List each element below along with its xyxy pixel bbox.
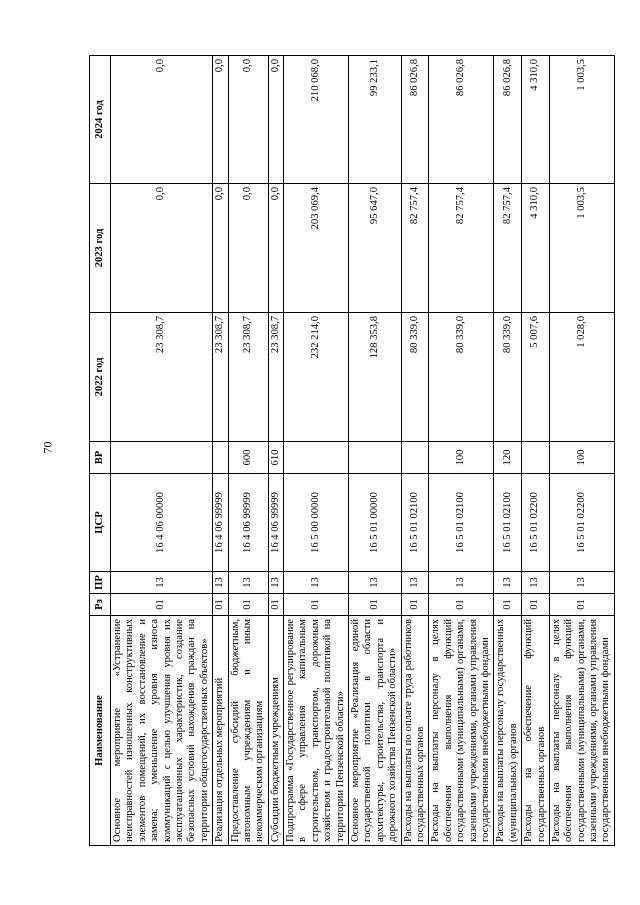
row-name: Субсидии бюджетным учреждениям xyxy=(268,616,283,846)
row-2023: 0,0 xyxy=(268,184,283,313)
row-pr: 13 xyxy=(284,572,349,594)
row-rz: 01 xyxy=(429,594,494,616)
row-2024: 0,0 xyxy=(228,56,268,184)
rotated-table-container xyxy=(89,56,612,846)
table-row xyxy=(228,56,268,846)
row-2023: 4 310,0 xyxy=(522,184,550,313)
row-pr: 13 xyxy=(111,572,213,594)
row-2022: 80 339,0 xyxy=(494,313,522,442)
table-row xyxy=(349,56,402,846)
header-csr: ЦСР xyxy=(90,474,111,572)
row-name: Основное мероприятие «Реализация единой государственной политики в области архитектуры, строительства, транспорта и дорожного хозяйства Пензенской области» xyxy=(349,616,402,846)
row-csr: 16 4 06 00000 xyxy=(111,474,213,572)
header-name: Наименование xyxy=(90,616,111,846)
row-pr: 13 xyxy=(213,572,228,594)
table-row xyxy=(429,56,494,846)
row-2024: 99 233,1 xyxy=(349,56,402,184)
row-pr: 13 xyxy=(268,572,283,594)
header-2022: 2022 год xyxy=(90,313,111,442)
row-2022: 80 339,0 xyxy=(401,313,429,442)
row-2023: 95 647,0 xyxy=(349,184,402,313)
row-pr: 13 xyxy=(494,572,522,594)
row-rz: 01 xyxy=(349,594,402,616)
row-vr xyxy=(111,442,213,474)
row-2024: 210 068,0 xyxy=(284,56,349,184)
row-2022: 128 353,8 xyxy=(349,313,402,442)
table-row xyxy=(284,56,349,846)
row-rz: 01 xyxy=(522,594,550,616)
row-2023: 1 003,5 xyxy=(549,184,614,313)
row-vr xyxy=(213,442,228,474)
row-2022: 80 339,0 xyxy=(429,313,494,442)
row-vr: 610 xyxy=(268,442,283,474)
header-vr: ВР xyxy=(90,442,111,474)
row-name: Реализация отдельных мероприятий xyxy=(213,616,228,846)
row-pr: 13 xyxy=(228,572,268,594)
row-2024: 0,0 xyxy=(111,56,213,184)
table-row xyxy=(268,56,283,846)
header-2023: 2023 год xyxy=(90,184,111,313)
row-2022: 232 214,0 xyxy=(284,313,349,442)
row-vr: 120 xyxy=(494,442,522,474)
table-row xyxy=(111,56,213,846)
row-pr: 13 xyxy=(549,572,614,594)
budget-table xyxy=(89,55,615,846)
row-2024: 86 026,8 xyxy=(429,56,494,184)
row-vr: 100 xyxy=(549,442,614,474)
row-csr: 16 5 01 02200 xyxy=(549,474,614,572)
row-csr: 16 5 01 02100 xyxy=(401,474,429,572)
row-2024: 4 310,0 xyxy=(522,56,550,184)
table-row xyxy=(213,56,228,846)
row-2023: 82 757,4 xyxy=(494,184,522,313)
row-csr: 16 5 01 00000 xyxy=(349,474,402,572)
row-2023: 0,0 xyxy=(228,184,268,313)
row-rz: 01 xyxy=(549,594,614,616)
row-vr: 600 xyxy=(228,442,268,474)
row-2024: 86 026,8 xyxy=(401,56,429,184)
header-rz: Рз xyxy=(90,594,111,616)
table-row xyxy=(401,56,429,846)
row-name: Расходы на обеспечение функций государственных органов xyxy=(522,616,550,846)
row-pr: 13 xyxy=(429,572,494,594)
row-pr: 13 xyxy=(401,572,429,594)
row-csr: 16 5 00 00000 xyxy=(284,474,349,572)
row-rz: 01 xyxy=(494,594,522,616)
row-rz: 01 xyxy=(401,594,429,616)
row-vr xyxy=(401,442,429,474)
row-csr: 16 4 06 99999 xyxy=(213,474,228,572)
row-name: Основное мероприятие «Устранение неисправностей изношенных конструктивных элементов помещений, их восстановление и замена; уменьшение уровня износа коммуникаций с целью улучшения уровня их эксплуатационных характеристик, создание безопасных условий нахождения граждан на территории общегосударственных объектов» xyxy=(111,616,213,846)
row-name: Расходы на выплаты по оплате труда работников государственных органов xyxy=(401,616,429,846)
page-number: 70 xyxy=(40,441,55,454)
row-name: Расходы на выплаты персоналу в целях обеспечения выполнения функций государственными (муниципальными) органами, казенными учреждениями, органами управления государственными внебюджетными фондами xyxy=(429,616,494,846)
row-csr: 16 4 06 99999 xyxy=(268,474,283,572)
row-pr: 13 xyxy=(522,572,550,594)
row-2022: 5 007,6 xyxy=(522,313,550,442)
row-csr: 16 5 01 02100 xyxy=(429,474,494,572)
row-csr: 16 5 01 02200 xyxy=(522,474,550,572)
row-2024: 0,0 xyxy=(268,56,283,184)
row-2022: 23 308,7 xyxy=(213,313,228,442)
table-row xyxy=(494,56,522,846)
row-vr xyxy=(284,442,349,474)
row-name: Предоставление субсидий бюджетным, автономным учреждениям и иным некоммерческим организациям xyxy=(228,616,268,846)
row-2023: 82 757,4 xyxy=(401,184,429,313)
row-csr: 16 5 01 02100 xyxy=(494,474,522,572)
row-2024: 86 026,8 xyxy=(494,56,522,184)
header-pr: ПР xyxy=(90,572,111,594)
row-2023: 0,0 xyxy=(111,184,213,313)
row-2023: 0,0 xyxy=(213,184,228,313)
row-rz: 01 xyxy=(213,594,228,616)
row-2022: 23 308,7 xyxy=(228,313,268,442)
row-pr: 13 xyxy=(349,572,402,594)
row-2022: 1 028,0 xyxy=(549,313,614,442)
row-rz: 01 xyxy=(268,594,283,616)
row-2022: 23 308,7 xyxy=(111,313,213,442)
row-2024: 0,0 xyxy=(213,56,228,184)
table-row xyxy=(522,56,550,846)
row-name: Расходы на выплаты персоналу в целях обеспечения выполнения функций государственными (муниципальными) органами, казенными учреждениями, органами управления государственными внебюджетными фондами xyxy=(549,616,614,846)
row-name: Подпрограмма «Государственное регулирование в сфере управления капитальным строительством, транспортом, дорожным хозяйством и градостроительной политикой на территории Пензенской области» xyxy=(284,616,349,846)
row-rz: 01 xyxy=(228,594,268,616)
row-vr: 100 xyxy=(429,442,494,474)
row-2024: 1 003,5 xyxy=(549,56,614,184)
header-2024: 2024 год xyxy=(90,56,111,184)
row-2023: 82 757,4 xyxy=(429,184,494,313)
row-csr: 16 4 06 99999 xyxy=(228,474,268,572)
row-rz: 01 xyxy=(284,594,349,616)
row-name: Расходы на выплаты персоналу государственных (муниципальных) органов xyxy=(494,616,522,846)
row-rz: 01 xyxy=(111,594,213,616)
table-row xyxy=(549,56,614,846)
row-vr xyxy=(349,442,402,474)
row-2022: 23 308,7 xyxy=(268,313,283,442)
row-vr xyxy=(522,442,550,474)
row-2023: 203 069,4 xyxy=(284,184,349,313)
table-header-row xyxy=(90,56,111,846)
